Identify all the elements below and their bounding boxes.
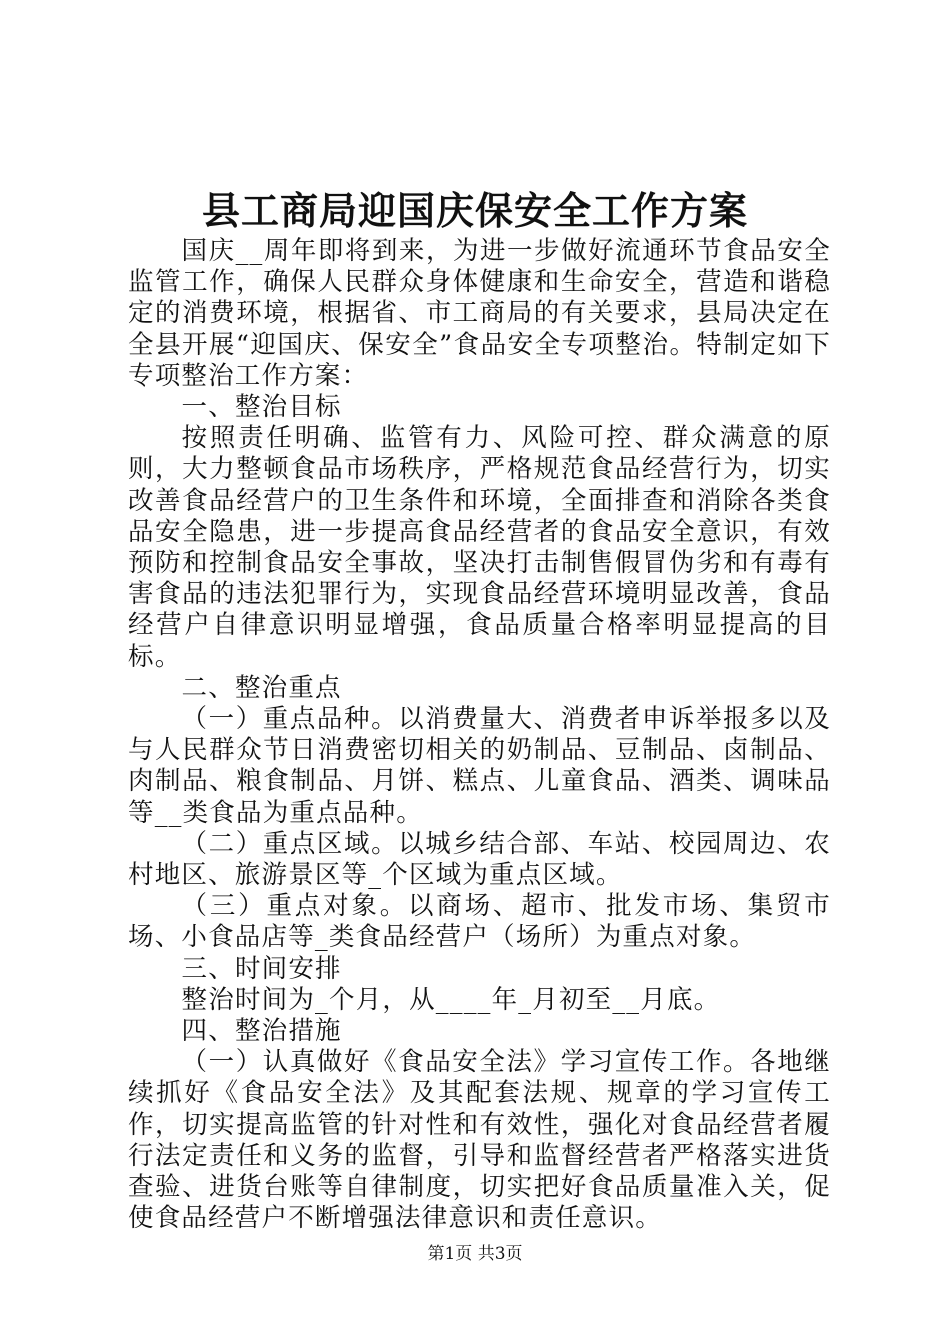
page-number-footer: 第1页 共3页 [427,1244,523,1264]
goals-paragraph: 按照责任明确、监管有力、风险可控、群众满意的原则，大力整顿食品市场秩序，严格规范食品经营行为，切实改善食品经营户的卫生条件和环境，全面排查和消除各类食品安全隐患，进一步提高食品经营者的食品安全意识，有效预防和控制食品安全事故，坚决打击制售假冒伪劣和有毒有害食品的违法犯罪行为，实现食品经营环境明显改善，食品经营户自律意识明显增强，食品质量合格率明显提高的目标。 [128,423,831,672]
focus-areas-paragraph: （二）重点区域。以城乡结合部、车站、校园周边、农村地区、旅游景区等_个区域为重点区域。 [128,828,831,891]
document-title: 县工商局迎国庆保安全工作方案 [201,188,748,233]
measures-paragraph-1: （一）认真做好《食品安全法》学习宣传工作。各地继续抓好《食品安全法》及其配套法规、规章的学习宣传工作，切实提高监管的针对性和有效性，强化对食品经营者履行法定责任和义务的监督，引导和监督经营者严格落实进货查验、进货台账等自律制度，切实把好食品质量准入关，促使食品经营户不断增强法律意识和责任意识。 [128,1047,831,1234]
section-heading-goals: 一、整治目标 [181,392,342,423]
focus-targets-paragraph: （三）重点对象。以商场、超市、批发市场、集贸市场、小食品店等_类食品经营户（场所）为重点对象。 [128,891,831,953]
section-heading-focus: 二、整治重点 [181,672,342,703]
section-heading-schedule: 三、时间安排 [181,953,342,984]
document-body [128,236,831,1235]
focus-products-paragraph: （一）重点品种。以消费量大、消费者申诉举报多以及与人民群众节日消费密切相关的奶制品、豆制品、卤制品、肉制品、粮食制品、月饼、糕点、儿童食品、酒类、调味品等__类食品为重点品种。 [128,704,831,828]
section-heading-measures: 四、整治措施 [181,1016,342,1047]
intro-paragraph: 国庆__周年即将到来，为进一步做好流通环节食品安全监管工作，确保人民群众身体健康和生命安全，营造和谐稳定的消费环境，根据省、市工商局的有关要求，县局决定在全县开展“迎国庆、保安全”食品安全专项整治。特制定如下专项整治工作方案： [128,236,831,391]
schedule-paragraph: 整治时间为_个月，从____年_月初至__月底。 [181,984,721,1015]
